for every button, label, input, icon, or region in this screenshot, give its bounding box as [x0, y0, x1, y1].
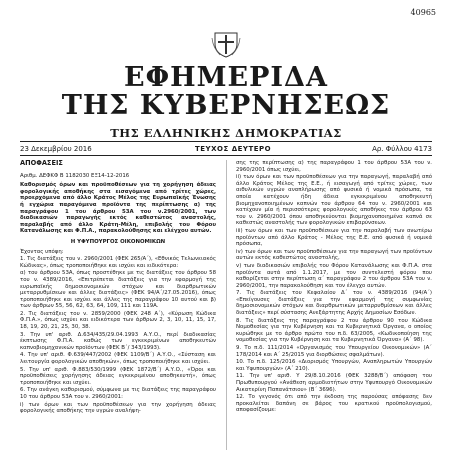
decision-heading: Καθορισμός όρων και προϋποθέσεων για τη χορήγηση άδειας φορολογικής αποθήκης στα εισαγόμενα από τρίτες χώρες, προερχόμενα από άλλο Κράτος Μέλος της Ευρωπαϊκής Ένωσης ή εγχώρια παραγόμενα προϊόντα της περίπτωσης α) της παραγράφου 1 του άρθρου 53Α του ν.2960/2001, των διαδικασιών παραγωγής εκτός καθεστώτος αναστολής, παραλαβής από άλλο Κράτη-Μέλη, επιβολής του Φόρου Κατανάλωσης και Φ.Π.Α., παρακολούθησης και ελέγχου αυτών. [20, 182, 216, 235]
paragraph: 4. Την υπ' αριθ. Φ.639/447/2002 (ΦΕΚ 1109/Β΄) Α.Υ.Ο., «Σύσταση και λειτουργία φορολογικών αποθηκών», όπως τροποποιήθηκε και ισχύει. [20, 352, 216, 366]
page-number: 40965 [410, 8, 436, 17]
paragraph: 7. Τις διατάξεις του Κεφαλαίου Δ΄ του ν. 4389/2016 (94/Α΄) «Επείγουσες διατάξεις για την εφαρμογή της συμφωνίας δημοσιονομικών στόχων και διαρθρωτικών μεταρρυθμίσεων και άλλες διατάξεις» περί σύστασης Ανεξάρτητης Αρχής Δημοσίων Εσόδων. [236, 290, 432, 317]
paragraph: α) του άρθρου 53Α, όπως προστέθηκε με τις διατάξεις του άρθρου 58 του ν. 4389/2016, «Επιτρέπεται διατάξεις για την εφαρμογή της ευρωπαϊκής δημοσιονομικών στόχων και διαρθρωτικών μεταρρυθμίσεων και άλλες διατάξεις» (ΦΕΚ 94/Α΄/27.05.2016), όπως τροποποιήθηκε και ισχύει και άλλες της παραγράφου 10 αυτού και β) των άρθρων 55, 56, 62, 63, 64, 109, 111 και 119Α. [20, 270, 216, 310]
paragraph: 1. Τις διατάξεις του ν. 2960/2001 (ΦΕΚ 265/Α΄), «Εθνικός Τελωνειακός Κώδικας», όπως τροποποιήθηκε και ισχύει και ειδικότερα: [20, 256, 216, 269]
newspaper-subtitle: ΤΗΣ ΕΛΛΗΝΙΚΗΣ ΔΗΜΟΚΡΑΤΙΑΣ [110, 126, 342, 140]
issue-date: 23 Δεκεμβρίου 2016 [20, 145, 92, 153]
newspaper-title-line1: ΕΦΗΜΕΡΙΔΑ [124, 62, 328, 93]
decision-number: Αριθμ. ΔΕΦΚΦ Β 1182030 ΕΞ14-12-2016 [20, 172, 130, 179]
paragraph: 12. Το γεγονός ότι από την έκδοση της παρούσας απόφασης δεν προκαλείται δαπάνη σε βάρος του κρατικού προϋπολογισμού, αποφασίζουμε: [236, 394, 432, 414]
header-top-rule [20, 141, 432, 142]
paragraph: 3. Την υπ' αριθ. Δ.634/435/29.04.1993 Α.Υ.Ο., περί διαδικασίας έκπτωσης Φ.Π.Α. καθώς των εγκεκριμένων αποθηκευτών καπνοβιομηχανικών προϊόντων (ΦΕΚ Β΄/ 343/1993). [20, 331, 216, 351]
paragraph: 11. Την υπ' αριθ. Υ 29/8.10.2016 (ΦΕΚ 3288/Β΄) απόφαση του Πρωθυπουργού «Ανάθεση αρμοδιοτήτων στην Υφυπουργό Οικονομικών Αικατερίνη Παπανάτσιου» (Β΄ 3696). [236, 373, 432, 393]
paragraph: 5. Την υπ' αριθ. Φ.883/530/1999 (ΦΕΚ 1872/Β΄) Α.Υ.Ο., «Όροι και προϋποθέσεις χορήγησης άδειας εγκεκριμένου αποθηκευτή», όπως τροποποιήθηκε και ισχύει. [20, 366, 216, 386]
column-divider [226, 160, 227, 450]
newspaper-title-line2: ΤΗΣ ΚΥΒΕΡΝΗΣΕΩΣ [61, 90, 391, 121]
issuing-authority: Η ΥΦΥΠΟΥΡΓΟΣ ΟΙΚΟΝΟΜΙΚΩΝ [70, 238, 166, 245]
paragraph: v) των διαδικασιών επιβολής του Φόρου Κατανάλωσης και Φ.Π.Α. στα προϊόντα αυτά από 1.1.2017, με τον συντελεστή φόρου που καθορίζεται στην περίπτωση α΄ παραγράφου 2 του άρθρου 53Α του ν. 2960/2001, την παρακολούθηση και τον έλεγχο αυτών. [236, 262, 432, 289]
paragraph: iv) των όρων και των προϋποθέσεων για την παραγωγή των προϊόντων αυτών εκτός καθεστώτος αναστολής, [236, 248, 432, 262]
paragraph: Έχοντας υπόψη: [20, 248, 64, 255]
paragraph: 9. Το π.δ. 111/2014 «Οργανισμός του Υπουργείου Οικονομικών» (Α΄ 178/2014 και Α΄ 25/2015 για διορθώσεις σφαλμάτων). [236, 345, 432, 358]
masthead [0, 30, 452, 140]
right-column [236, 160, 432, 415]
paragraph: 8. Τις διατάξεις της παραγράφου 2 του άρθρου 90 του Κώδικα Νομοθεσίας για την Κυβέρνηση και τα Κυβερνητικά Όργανα, ο οποίος κυρώθηκε με το άρθρο πρώτο του π.δ. 63/2005, «Κωδικοποίηση της νομοθεσίας για την Κυβέρνηση και τα Κυβερνητικά Όργανα» (Α΄ 98). [236, 317, 432, 344]
paragraph: iii) των όρων και των προϋποθέσεων για την παραλαβή των ανωτέρω προϊόντων από άλλο Κράτος - Μέλος της Ε.Ε. από φυσικά ή νομικά πρόσωπα, [236, 227, 432, 248]
paragraph: ii) των όρων και των προϋποθέσεων για την παραγωγή, παραλαβή από άλλο Κράτος Μέλος της Ε.Ε., ή εισαγωγή από τρίτες χώρες, των αιθυλικών υγρών αναπλήρωσης από φυσικά ή νομικά πρόσωπα, τα οποία κατέχουν ήδη άδεια εγκεκριμένου αποθηκευτή βιομηχανοποιημένων καπνών του άρθρου 64 του ν. 2960/2001 και κατέχουν μία ή περισσότερες φορολογικές αποθήκες του άρθρου 63 του ν. 2960/2001 όπου αποθηκεύονται βιομηχανοποιημένα καπνά σε καθεστώς αναστολής των φορολογικών επιβαρύνσεων. [236, 174, 432, 227]
left-column [20, 160, 216, 416]
greek-coat-of-arms-icon [211, 30, 241, 58]
issue-series: ΤΕΥΧΟΣ ΔΕΥΤΕΡΟ [195, 145, 272, 153]
header-bottom-rule [20, 155, 432, 156]
paragraph: i) των όρων και των προϋποθέσεων για την χορήγηση άδειας φορολογικής αποθήκης την υγρών αναλήψη- [20, 401, 216, 415]
section-title: ΑΠΟΦΑΣΕΙΣ [20, 159, 63, 167]
paragraph: 10. Το π.δ. 125/2016 «Διορισμός Υπουργών, Αναπληρωτών Υπουργών και Υφυπουργών» (Α΄ 210). [236, 359, 432, 372]
paragraph: 2. Τις διατάξεις του ν. 2859/2000 (ΦΕΚ 248 Α΄), «Κύρωση Κώδικα Φ.Π.Α.», όπως ισχύει και ειδικότερα των άρθρων 2, 3, 10, 11, 15, 17, 18, 19, 20, 21, 25, 30, 38. [20, 310, 216, 331]
paragraph: σης της περίπτωσης α) της παραγράφου 1 του άρθρου 53Α του ν. 2960/2001 όπως ισχύει, [236, 160, 432, 173]
paragraph: 6. Την ανάγκη καθορισμού, σύμφωνα με τις διατάξεις της παραγράφου 10 του άρθρου 53Α του ν. 2960/2001: [20, 387, 216, 400]
issue-sheet-number: Αρ. Φύλλου 4173 [372, 145, 432, 153]
